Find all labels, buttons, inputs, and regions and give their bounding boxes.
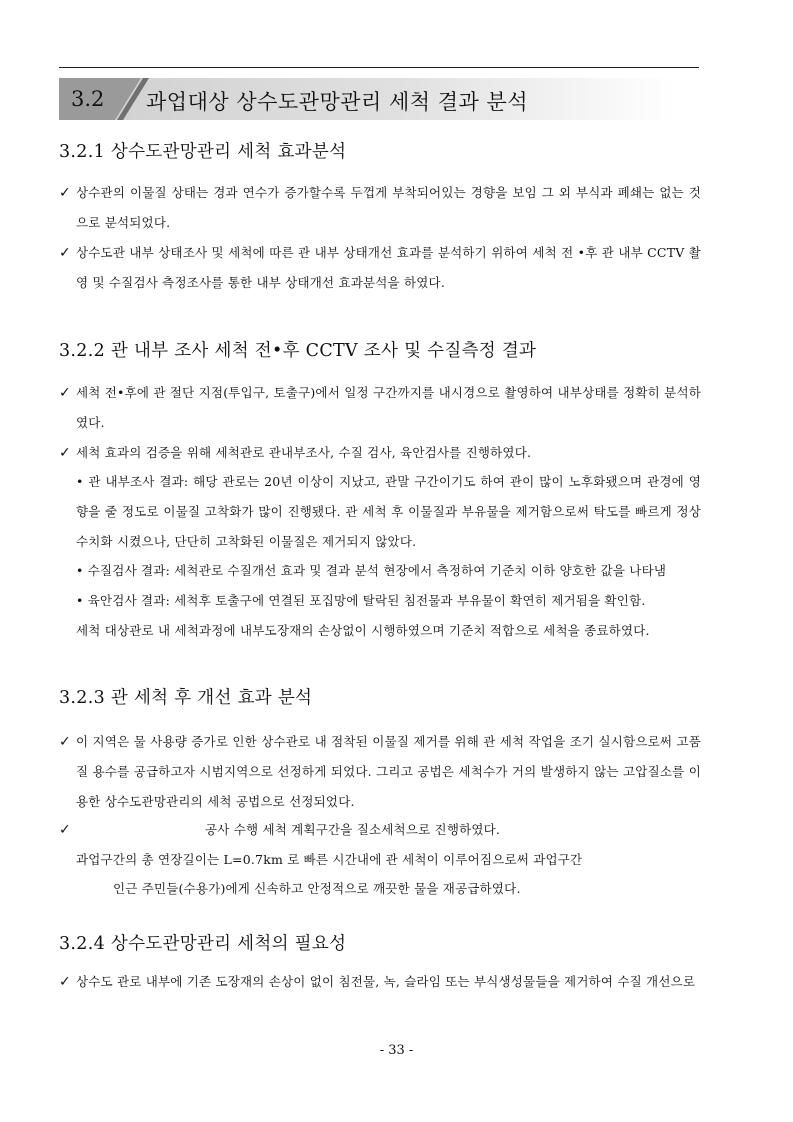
bullet-text: 세척 효과의 검증을 위해 세척관로 관내부조사, 수질 검사, 육안검사를 진행하였다. (76, 445, 532, 460)
bullet-text: 이 지역은 물 사용량 증가로 인한 상수관로 내 점착된 이물질 제거를 위해 관 세척 작업을 조기 실시함으로써 고품질 용수를 공급하고자 시범지역으로 선정하게 되었다. 그리고 공법은 세척수가 거의 발생하지 않는 고압질소를 이용한 상수도관망관리의 세척 공법으로 선정되었다. (76, 734, 701, 809)
bullet-s3-2-text: 공사 수행 세척 계획구간을 질소세척으로 진행하였다. (205, 822, 501, 837)
subsection-title-3-2-4: 3.2.4 상수도관망관리 세척의 필요성 (59, 934, 347, 954)
subsection-title-3-2-3: 3.2.3 관 세척 후 개선 효과 분석 (59, 688, 313, 708)
bullet-s1-1 (59, 178, 701, 238)
bullet-text: 세척 전•후에 관 절단 지점(투입구, 토출구)에서 일정 구간까지를 내시경으로 촬영하여 내부상태를 정확히 분석하였다. (76, 385, 701, 430)
bullet-text: 상수도관 내부 상태조사 및 세척에 따른 관 내부 상태개선 효과를 분석하기 위하여 세척 전 •후 관 내부 CCTV 촬영 및 수질검사 측정조사를 통한 내부 상태개선 효과분석을 하였다. (76, 245, 701, 290)
s3-line-2: 인근 주민들(수용가)에게 신속하고 안정적으로 깨끗한 물을 재공급하였다. (113, 881, 521, 896)
check-icon: ✓ (59, 822, 71, 838)
check-icon: ✓ (59, 185, 71, 201)
detail-water-quality: • 수질검사 결과: 세척관로 수질개선 효과 및 결과 분석 현장에서 측정하여 기준치 이하 양호한 값을 나타냄 (76, 563, 667, 578)
bullet-s4-1 (59, 967, 701, 997)
bullet-s3-1 (59, 727, 701, 817)
bullet-text: 상수도 관로 내부에 기존 도장재의 손상이 없이 침전물, 녹, 슬라임 또는 부식생성물들을 제거하여 수질 개선으로 (76, 974, 696, 989)
check-icon: ✓ (59, 245, 71, 261)
check-icon: ✓ (59, 734, 71, 750)
bullet-s2-1 (59, 378, 701, 438)
detail-inner-survey (76, 467, 701, 557)
section-header (59, 78, 675, 120)
subsection-title-3-2-2: 3.2.2 관 내부 조사 세척 전•후 CCTV 조사 및 수질측정 결과 (59, 341, 537, 361)
check-icon: ✓ (59, 385, 71, 401)
section-number: 3.2 (71, 87, 105, 111)
detail-visual-inspection: • 육안검사 결과: 세척후 토출구에 연결된 포집망에 탈락된 침전물과 부유물이 확연히 제거됨을 확인함. (76, 593, 646, 608)
detail-conclusion: 세척 대상관로 내 세척과정에 내부도장재의 손상없이 시행하였으며 기준치 적합으로 세척을 종료하였다. (76, 623, 650, 638)
page-number: - 33 - (379, 1043, 414, 1058)
check-icon: ✓ (59, 445, 71, 461)
bullet-text: 상수관의 이물질 상태는 경과 연수가 증가할수록 두껍게 부착되어있는 경향을 보임 그 외 부식과 폐쇄는 없는 것으로 분석되었다. (76, 185, 701, 230)
bullet-s1-2 (59, 238, 701, 298)
bullet-s2-2 (59, 438, 701, 468)
detail-text: • 관 내부조사 결과: 해당 관로는 20년 이상이 지났고, 관말 구간이기도 하여 관이 많이 노후화됐으며 관경에 영향을 줄 정도로 이물질 고착화가 많이 진행됐다. 관 세척 후 이물질과 부유물을 제거함으로써 탁도를 빠르게 정상수치화 시켰으나, 단단히 고착화된 이물질은 제거되지 않았다. (76, 474, 701, 549)
subsection-title-3-2-1: 3.2.1 상수도관망관리 세척 효과분석 (59, 142, 347, 162)
s3-line-1: 과업구간의 총 연장길이는 L=0.7km 로 빠른 시간내에 관 세척이 이루어짐으로써 과업구간 (76, 852, 583, 867)
check-icon: ✓ (59, 974, 71, 990)
top-rule (59, 67, 699, 68)
section-title: 과업대상 상수도관망관리 세척 결과 분석 (146, 90, 529, 114)
